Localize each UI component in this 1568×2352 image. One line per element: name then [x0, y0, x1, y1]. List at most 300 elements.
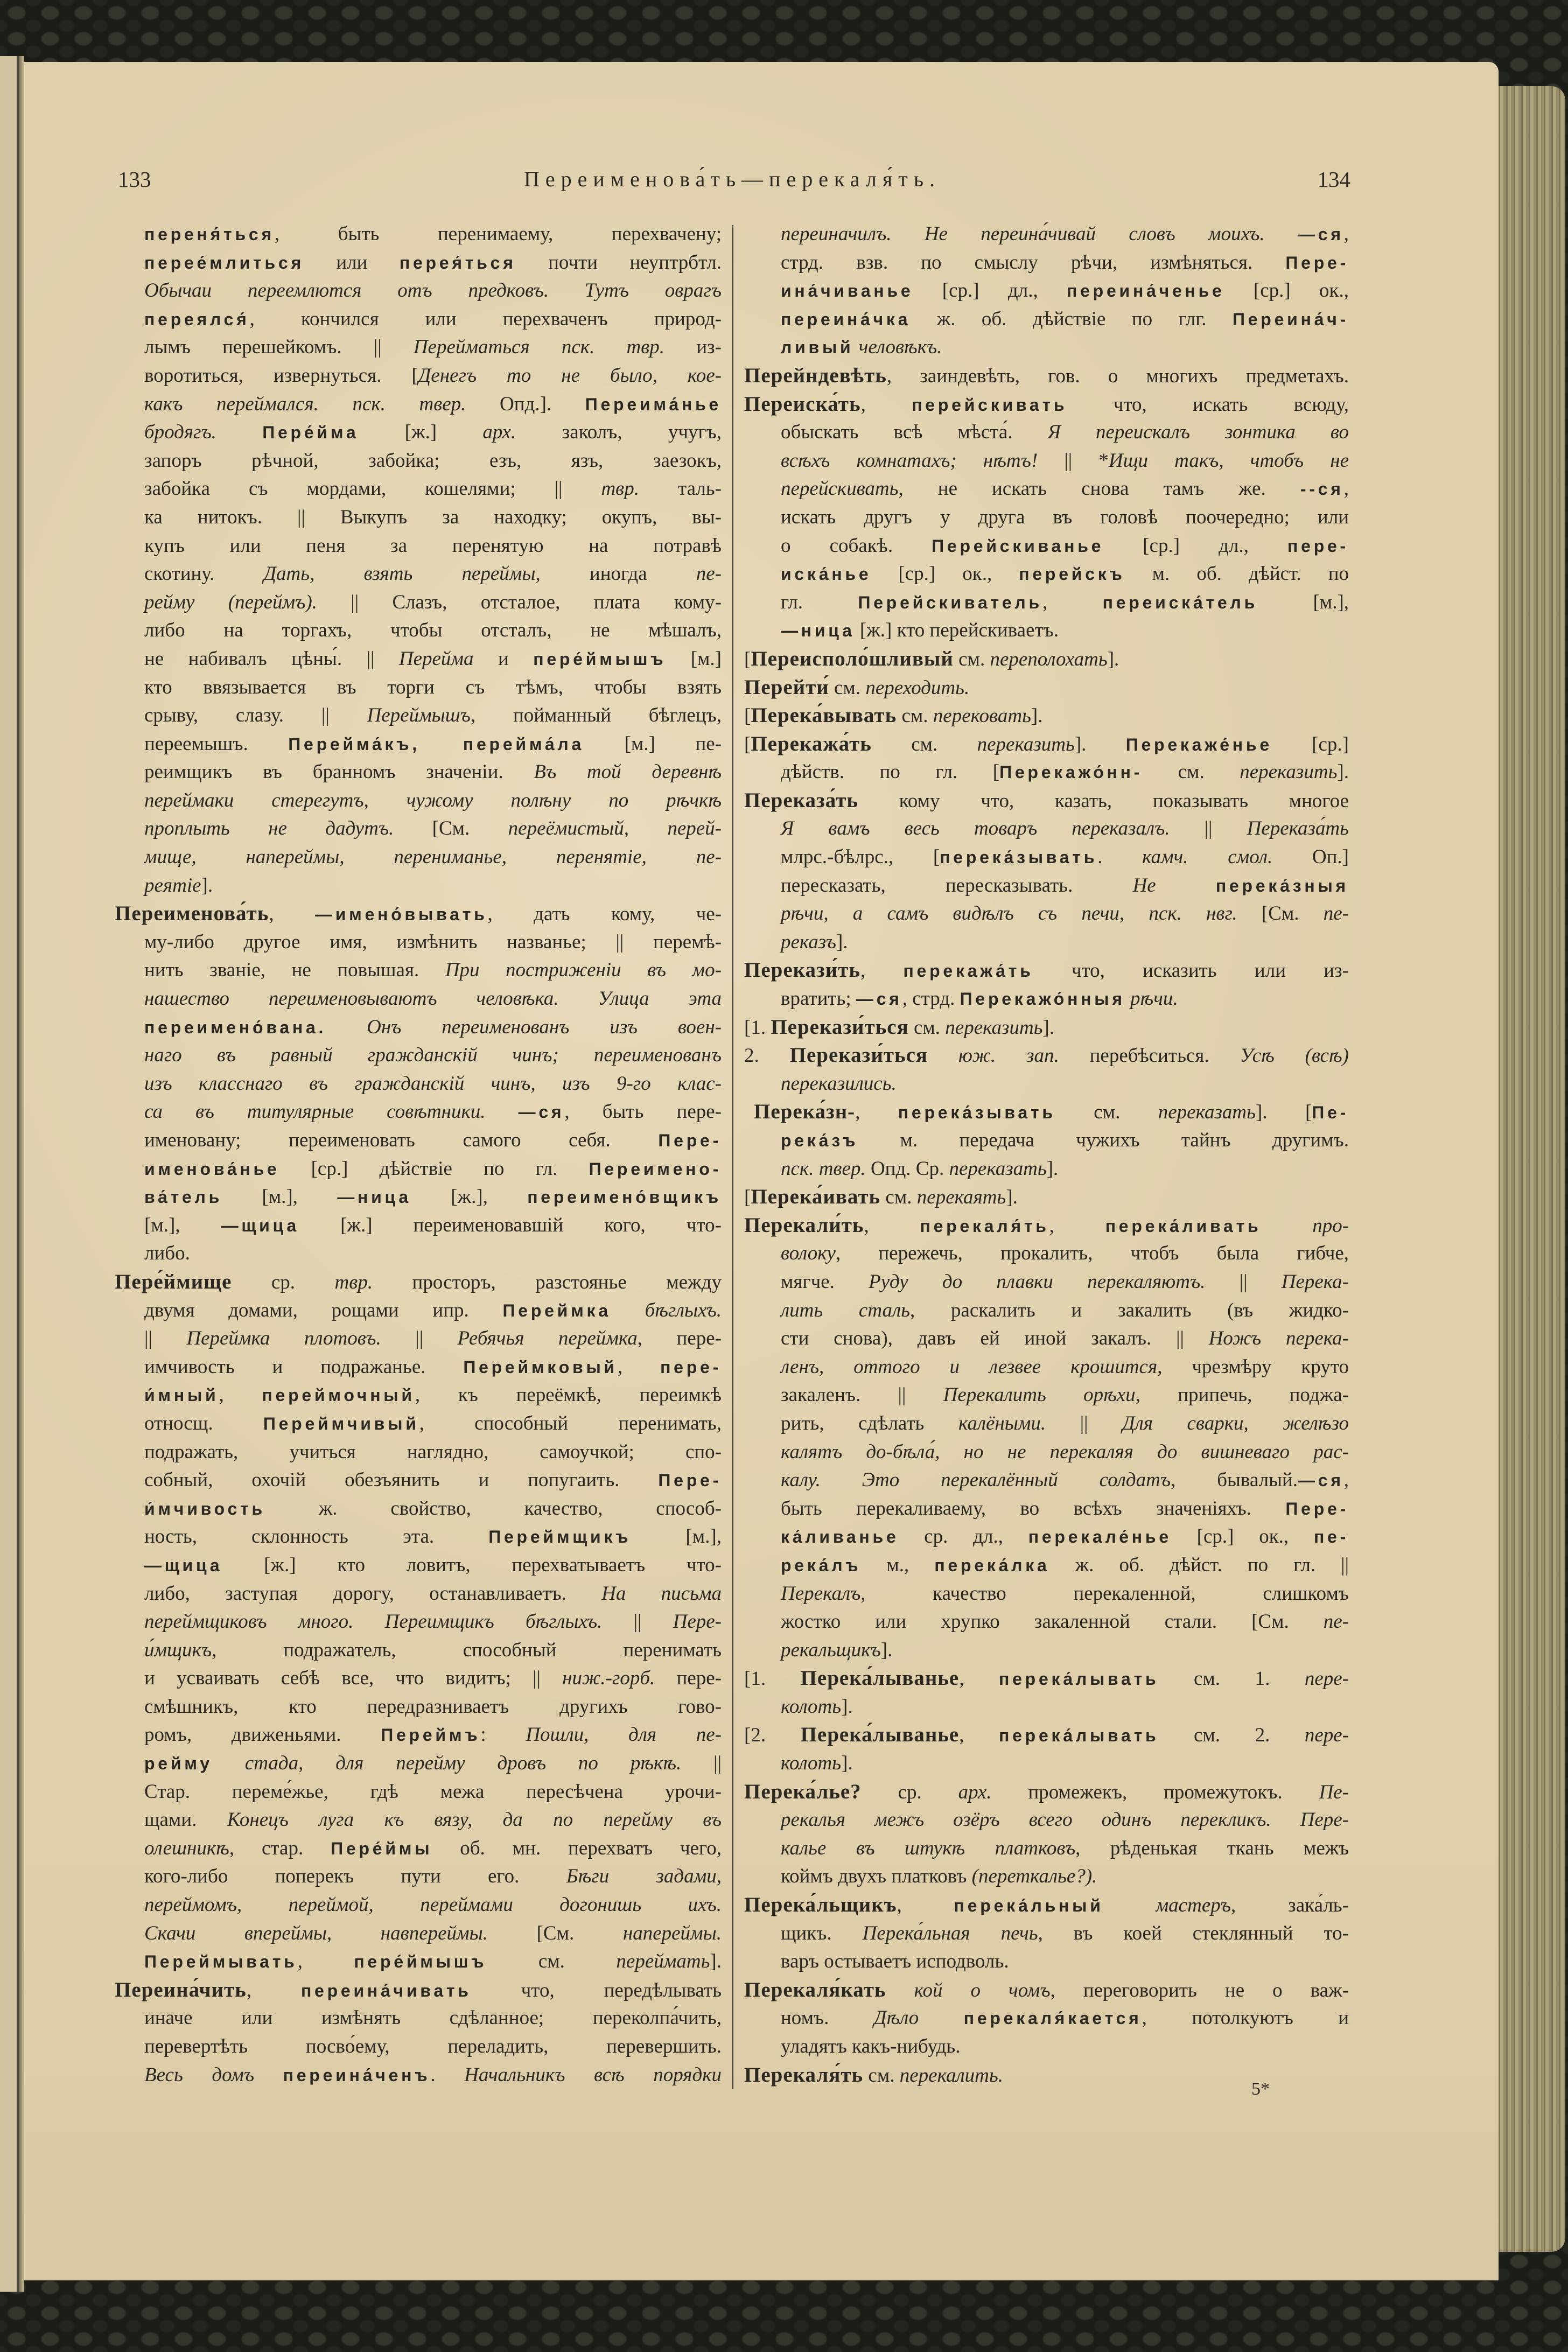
text-run: ,: [860, 960, 904, 982]
text-run: [м.],: [1258, 591, 1349, 613]
italic-example: твр.: [601, 478, 639, 500]
dictionary-line: [115, 1438, 722, 1467]
dictionary-line: [115, 815, 722, 843]
text-run: [213, 1752, 245, 1774]
text-run: , бывалый.: [1171, 1469, 1298, 1492]
dictionary-line: [744, 1297, 1349, 1325]
italic-example: Пе-: [1319, 1781, 1349, 1803]
text-run: [1156, 874, 1216, 897]
dictionary-line: [115, 758, 722, 787]
dictionary-line: [115, 1636, 722, 1665]
dictionary-line: [115, 1863, 722, 1891]
text-run: , быть перенимаему, перехвачену;: [274, 223, 722, 245]
text-run: ,: [269, 903, 315, 926]
text-run: таль-: [639, 478, 722, 500]
text-run: [928, 1045, 958, 1067]
italic-example: При постриженіи въ мо-: [445, 959, 722, 982]
dictionary-line: [744, 1495, 1349, 1523]
bold-form: перека́зныя: [1215, 876, 1349, 895]
text-run: :: [480, 1724, 526, 1746]
bold-form: ливый: [781, 338, 854, 358]
text-run: , стар.: [229, 1837, 331, 1859]
text-run: .: [430, 2063, 465, 2086]
bold-form: рейму: [144, 1754, 213, 1774]
italic-example: Дѣло: [873, 2007, 919, 2029]
text-run: [1261, 1215, 1312, 1237]
italic-example: рѣчи.: [1130, 988, 1178, 1010]
dictionary-line: [744, 220, 1349, 249]
text-run: уладятъ какъ-нибудь.: [781, 2035, 961, 2057]
text-run: [ср.] ок.,: [871, 563, 1019, 585]
dictionary-line: [744, 1098, 1349, 1126]
text-run: ].: [880, 1639, 893, 1661]
text-run: [ср.] ок.,: [1171, 1525, 1314, 1548]
bold-form: Пере́йма: [262, 423, 359, 443]
italic-example: Онъ переименованъ изъ воен-: [367, 1016, 722, 1038]
text-run: , стрд.: [902, 988, 960, 1010]
text-run: именовану; переименовать самого себя.: [144, 1129, 659, 1151]
italic-example: арх.: [958, 1781, 992, 1803]
bold-form: переимено́вана.: [144, 1017, 327, 1037]
book-gutter: [17, 56, 24, 2292]
text-run: о собакѣ.: [781, 534, 932, 557]
text-run: , припечь, поджа-: [1135, 1384, 1349, 1406]
italic-example: Переймышъ: [367, 704, 471, 727]
text-run: реимщикъ въ бранномъ значеніи.: [144, 761, 534, 783]
text-run: || *: [1038, 449, 1109, 472]
text-run: ромъ, движеньями.: [144, 1724, 381, 1746]
bold-form: переина́чка: [781, 309, 911, 329]
running-head-title: Переименова́ть—перекаля́ть.: [523, 167, 941, 191]
headword: Перекаля́ть: [744, 2063, 864, 2087]
italic-example: Переймка плотовъ.: [186, 1327, 381, 1350]
dictionary-line: [115, 1381, 722, 1410]
dictionary-line: [115, 589, 722, 617]
dictionary-line: [115, 645, 722, 674]
italic-example: Начальникъ всѣ порядки: [464, 2063, 722, 2086]
text-run: ,: [246, 1979, 301, 2001]
italic-example: Въ той деревнѣ: [534, 761, 722, 783]
dictionary-line: [744, 1410, 1349, 1438]
text-run: ж. свойство, качество, способ-: [265, 1497, 722, 1520]
text-run: [ж.] кто перейскиваетъ.: [855, 619, 1059, 642]
text-run: вратить;: [781, 988, 856, 1010]
dictionary-line: [115, 532, 722, 561]
page-stack-edges: [1499, 86, 1565, 2252]
dictionary-line: [115, 1297, 722, 1325]
dictionary-line: [744, 730, 1349, 759]
text-run: что, исказить или из-: [1033, 960, 1349, 982]
italic-example: переполохать: [990, 648, 1108, 670]
text-run: коймъ двухъ платковъ: [781, 1865, 972, 1888]
italic-example: ленъ, оттого и лезвее крошится: [781, 1355, 1158, 1378]
dictionary-line: [115, 1749, 722, 1778]
text-run: [ж.] кто ловитъ, перехватываетъ что-: [222, 1553, 722, 1576]
dictionary-line: [115, 928, 722, 957]
text-run: ].: [1046, 1157, 1059, 1180]
dictionary-line: [744, 985, 1349, 1013]
text-run: [1265, 223, 1298, 245]
text-run: ].: [1337, 761, 1349, 783]
text-run: что, искать всюду,: [1067, 393, 1349, 416]
text-run: имчивость и подражанье.: [144, 1355, 464, 1378]
bold-form: —имено́вывать: [314, 905, 488, 925]
text-run: просторъ, разстоянье между: [373, 1271, 722, 1293]
bold-form: Перекажо́нныя: [960, 989, 1125, 1009]
headword: Переиска́ть: [744, 392, 861, 416]
text-run: ]. [: [1255, 1101, 1312, 1124]
italic-example: Денегъ то не было, кое-: [418, 364, 722, 387]
text-run: [919, 2007, 964, 2029]
text-run: или: [304, 251, 400, 274]
text-run: ,: [1343, 478, 1349, 500]
italic-example: пе-: [1323, 1611, 1349, 1633]
dictionary-line: [115, 1778, 722, 1807]
dictionary-line: [115, 503, 722, 532]
text-run: [м.],: [144, 1214, 221, 1236]
text-run: кто ввязывается въ торги съ тѣмъ, чтобы взять: [144, 676, 722, 698]
text-run: из-: [664, 336, 722, 359]
italic-example: рѣчи, а самъ видѣлъ съ печи, пск. нвг.: [781, 902, 1237, 925]
text-run: переемышъ.: [144, 732, 289, 755]
dictionary-line: [115, 305, 722, 334]
text-run: [ср.] дл.,: [1104, 534, 1288, 557]
text-run: подражать, учиться наглядно, самоучкой; спо-: [144, 1440, 722, 1463]
italic-example: Весь домъ: [144, 2063, 255, 2086]
dictionary-line: [115, 730, 722, 759]
dictionary-line: [115, 787, 722, 815]
text-run: ка нитокъ. || Выкупъ за находку; окупъ, вы-: [144, 506, 722, 528]
italic-example: Перейматься пск. твр.: [413, 336, 665, 359]
italic-example: переказать: [949, 1157, 1047, 1180]
text-run: щикъ.: [781, 1922, 863, 1944]
text-run: ,: [297, 1950, 354, 1973]
bold-form: перека́зывать: [940, 848, 1098, 867]
italic-example: Я вамъ весь товаръ переказалъ.: [781, 817, 1170, 840]
italic-example: Не: [1132, 874, 1156, 897]
text-run: му-либо другое имя, измѣнить названье; || перемѣ-: [144, 930, 722, 953]
text-run: ||: [1046, 1412, 1123, 1434]
text-run: ,: [897, 1894, 954, 1917]
text-run: , дать кому, че-: [487, 903, 722, 926]
headword: Перека́льщикъ: [744, 1893, 897, 1917]
text-run: ].: [836, 930, 848, 953]
text-run: ,: [864, 1214, 920, 1237]
text-run: обыскать всѣ мѣста́.: [781, 421, 1048, 444]
dictionary-line: [115, 956, 722, 985]
dictionary-line: [744, 1664, 1349, 1693]
text-run: ||: [1205, 1270, 1282, 1293]
headword: Переисполо́шливый: [751, 647, 954, 670]
bold-form: —ся: [1298, 1471, 1344, 1490]
text-run: см.: [1143, 761, 1240, 783]
italic-example: камч. смол.: [1142, 846, 1273, 869]
text-run: либо на торгахъ, чтобы отсталъ, не мѣшалъ,: [144, 619, 722, 642]
dictionary-line: [744, 1353, 1349, 1382]
text-run: что, передѣлывать: [471, 1979, 722, 2001]
bold-form: Переимено-: [589, 1159, 722, 1179]
dictionary-line: [744, 645, 1349, 674]
dictionary-line: [744, 1523, 1349, 1551]
bold-form: --ся: [1300, 479, 1344, 499]
text-run: , пережечь, прокалить, чтобъ была гибче,: [835, 1242, 1349, 1265]
bold-form: Переина́ч-: [1232, 309, 1349, 329]
text-run: номъ.: [781, 2007, 874, 2029]
text-run: [: [744, 1186, 751, 1209]
italic-example: человѣкъ.: [858, 336, 942, 359]
italic-example: Для сварки, желѣзо: [1122, 1412, 1349, 1434]
headword: Перека́лыванье: [800, 1667, 960, 1690]
dictionary-line: [115, 1240, 722, 1268]
text-run: ].: [710, 1950, 722, 1973]
text-run: нить званіе, не повышая.: [144, 959, 445, 982]
text-run: , переговорить не о важ-: [1050, 1979, 1349, 2001]
bold-form: и́мный: [144, 1385, 219, 1405]
dictionary-line: [744, 2004, 1349, 2033]
italic-example: реятіе: [144, 874, 201, 897]
dictionary-line: [115, 702, 722, 730]
text-run: [1104, 1894, 1156, 1916]
text-run: [ср.]: [1272, 733, 1349, 755]
column-divider: [732, 225, 733, 2089]
text-run: ,: [1049, 1214, 1105, 1237]
italic-example: На письма: [601, 1582, 722, 1605]
italic-example: переймаки стерегутъ, чужому полѣну по рѣчкѣ: [144, 789, 722, 811]
text-run: ,: [959, 1724, 999, 1747]
dictionary-line: [115, 1580, 722, 1608]
dictionary-line: [115, 1551, 722, 1580]
dictionary-line: [744, 1608, 1349, 1636]
text-run: , чрезмѣру круто: [1157, 1355, 1349, 1378]
italic-example: Конецъ луга къ вязу, да по перейму въ: [227, 1809, 722, 1831]
text-run: закаленъ. ||: [781, 1384, 943, 1406]
italic-example: (переткалье?).: [971, 1865, 1097, 1888]
dictionary-line: [744, 1381, 1349, 1410]
text-run: , въ коей стеклянный то-: [1038, 1922, 1349, 1944]
text-run: , быть пере-: [564, 1101, 722, 1123]
dictionary-line: [744, 1636, 1349, 1665]
italic-example: арх.: [482, 421, 516, 444]
italic-example: ниж.-горб.: [562, 1667, 655, 1690]
headword: Переказа́ть: [744, 788, 858, 812]
italic-example: колоть: [781, 1752, 842, 1775]
text-run: либо.: [144, 1242, 190, 1265]
bold-form: перекажа́ть: [903, 961, 1034, 981]
text-run: ср. дл.,: [899, 1525, 1028, 1548]
bold-form: перейскивать: [912, 395, 1068, 415]
italic-example: всѣхъ комнатахъ; нѣтъ!: [781, 449, 1038, 472]
dictionary-line: [115, 1268, 722, 1297]
text-run: ].: [1031, 705, 1043, 727]
text-run: [м.],: [222, 1186, 338, 1208]
bold-form: переина́ченье: [1067, 281, 1225, 301]
text-run: см.: [863, 2064, 900, 2087]
dictionary-line: [115, 418, 722, 447]
italic-example: Перека-: [1281, 1270, 1349, 1293]
bold-form: переялся́: [144, 309, 250, 329]
headword: Перека́ивать: [751, 1185, 881, 1209]
bold-form: —ница: [337, 1187, 411, 1207]
text-run: искать другъ у друга въ головѣ поочередно; или: [781, 506, 1349, 528]
bold-form: ина́чиванье: [781, 281, 914, 301]
right-text-column: [744, 220, 1349, 2089]
dictionary-line: [744, 1778, 1349, 1807]
dictionary-line: [744, 1070, 1349, 1098]
italic-example: пере-: [1304, 1668, 1349, 1690]
italic-example: перекалить.: [899, 2064, 1003, 2087]
text-run: ].: [1042, 1016, 1055, 1039]
text-run: , пере-: [637, 1327, 722, 1350]
text-run: срыву, слазу. ||: [144, 704, 367, 727]
italic-example: Скачи впереймы, навпереймы.: [144, 1922, 488, 1944]
italic-example: калье въ штукѣ платковъ: [781, 1837, 1076, 1859]
text-run: [ж.]: [359, 421, 483, 444]
bold-form: Пере́ймы: [331, 1838, 433, 1858]
text-run: ж. об. дѣйствіе по глг.: [911, 307, 1233, 330]
text-run: см.: [487, 1950, 617, 1973]
dictionary-line: [744, 1126, 1349, 1155]
text-run: см.: [829, 676, 866, 699]
headword: Перекажа́ть: [751, 732, 872, 755]
italic-example: твр.: [334, 1271, 373, 1293]
text-run: [2.: [744, 1724, 801, 1747]
dictionary-line: [115, 1948, 722, 1976]
signature-mark: 5*: [1251, 2079, 1270, 2099]
dictionary-line: [115, 1523, 722, 1551]
dictionary-line: [744, 1948, 1349, 1976]
dictionary-line: [115, 1183, 722, 1212]
text-run: [ж.] переименовавшій кого, что-: [299, 1214, 722, 1236]
headword: Перейти́: [744, 675, 829, 699]
italic-example: лить сталь: [781, 1299, 910, 1321]
bold-form: переимено́вщикъ: [527, 1187, 722, 1207]
bold-form: переина́ченъ: [283, 2065, 431, 2085]
text-run: м. об. дѣйст. по: [1125, 563, 1349, 585]
italic-example: са въ титулярные совѣтники.: [144, 1101, 486, 1123]
dictionary-line: [744, 418, 1349, 447]
dictionary-line: [115, 900, 722, 928]
text-run: заколъ, учугъ,: [516, 421, 722, 444]
dictionary-line: [115, 390, 722, 419]
headword: Переименова́ть: [115, 902, 269, 926]
text-run: относщ.: [144, 1412, 263, 1434]
text-run: ].: [841, 1752, 853, 1775]
text-run: , пойманный бѣглецъ,: [470, 704, 722, 727]
italic-example: Усѣ (всѣ): [1240, 1045, 1349, 1067]
bold-form: ка́ливанье: [781, 1527, 899, 1547]
italic-example: переказить: [977, 733, 1075, 755]
bold-form: Пере-: [658, 1131, 722, 1150]
dictionary-line: [115, 2004, 722, 2033]
italic-example: напереймы.: [622, 1922, 722, 1944]
dictionary-line: [744, 1693, 1349, 1721]
dictionary-line: [744, 1721, 1349, 1749]
text-run: ж. об. дѣйст. по гл. ||: [1049, 1553, 1349, 1576]
italic-example: Я переискалъ зонтика во: [1047, 421, 1349, 444]
text-run: [1.: [744, 1016, 771, 1039]
text-run: [254, 2064, 283, 2086]
bold-form: перека́льный: [954, 1896, 1104, 1916]
italic-example: пск. твер.: [781, 1157, 866, 1180]
text-run: ,: [1343, 1469, 1349, 1492]
headword: Перека́зн-: [754, 1100, 856, 1124]
text-run: ,: [617, 1355, 661, 1378]
text-run: не набивалъ цѣны́. ||: [144, 647, 399, 670]
text-run: гл.: [781, 591, 858, 613]
headword: Переина́чить: [115, 1978, 247, 2001]
text-run: [486, 1101, 519, 1123]
dictionary-line: [115, 1976, 722, 2005]
italic-example: проплыть не дадутъ.: [144, 817, 394, 840]
bold-form: перека́ливать: [1105, 1216, 1262, 1236]
text-run: [1125, 988, 1130, 1010]
italic-example: рекальщикъ: [781, 1639, 881, 1661]
dictionary-line: [115, 1410, 722, 1438]
bold-form: Пере-: [658, 1471, 722, 1490]
right-page-number: 134: [1317, 167, 1350, 192]
text-run: .: [1097, 846, 1143, 869]
dictionary-line: [744, 1466, 1349, 1495]
dictionary-line: [115, 1325, 722, 1353]
text-run: либо, заступая дорогу, останавливаетъ.: [144, 1582, 602, 1605]
text-run: забойка съ мордами, кошелями; ||: [144, 478, 601, 500]
text-run: , способный перенимать,: [419, 1412, 722, 1434]
text-run: ||: [681, 1752, 722, 1775]
text-run: кого-либо поперекъ пути его.: [144, 1865, 566, 1888]
dictionary-line: [744, 674, 1349, 702]
dictionary-line: [744, 1155, 1349, 1184]
text-run: воротиться, извернуться. [: [144, 364, 418, 387]
italic-example: Перека́льная печь: [862, 1922, 1038, 1944]
bold-form: и́мчивость: [144, 1499, 265, 1518]
text-run: собный, охочій обезъянить и попугаить.: [144, 1469, 659, 1492]
dictionary-line: [115, 1212, 722, 1240]
bold-form: Пере-: [1285, 253, 1349, 272]
dictionary-line: [744, 1268, 1349, 1297]
italic-example: переймщиковъ много. Переимщикъ бѣглыхъ.: [144, 1611, 603, 1633]
text-run: [ср.] дѣйствіе по гл.: [279, 1157, 589, 1180]
italic-example: реказъ: [781, 930, 836, 953]
text-run: [611, 1299, 645, 1321]
bold-form: переиска́тель: [1102, 592, 1258, 612]
dictionary-line: [115, 333, 722, 362]
text-run: пере-: [655, 1667, 722, 1690]
text-run: [ср.] ок.,: [1224, 279, 1349, 302]
italic-example: бродягъ.: [144, 421, 216, 444]
text-run: [ср.] дл.,: [913, 279, 1067, 302]
italic-example: Ножъ перека-: [1208, 1327, 1349, 1350]
italic-example: переймать: [616, 1950, 710, 1973]
bold-form: перее́млиться: [144, 253, 304, 272]
dictionary-line: [744, 333, 1349, 362]
bold-form: Переймъ: [381, 1725, 481, 1745]
text-run: ,: [1343, 223, 1349, 245]
italic-example: Перекалить орѣхи: [943, 1384, 1136, 1406]
dictionary-line: [744, 503, 1349, 532]
text-run: ].: [1006, 1186, 1018, 1209]
text-run: , качество перекаленной, слишкомъ: [860, 1582, 1349, 1605]
text-run: ].: [1074, 733, 1126, 755]
text-run: м. передача чужихъ тайнъ другимъ.: [858, 1129, 1349, 1151]
bold-form: Переима́нье: [585, 394, 722, 414]
headword: Перека́лыванье: [800, 1723, 960, 1747]
text-run: см.: [880, 1186, 917, 1209]
dictionary-line: [115, 1608, 722, 1636]
text-run: двумя домами, рощами ипр.: [144, 1299, 503, 1321]
italic-example: переказились.: [781, 1072, 897, 1095]
bold-form: перекаля́кается: [963, 2008, 1142, 2028]
text-run: почти неуптрбтл.: [516, 251, 722, 274]
